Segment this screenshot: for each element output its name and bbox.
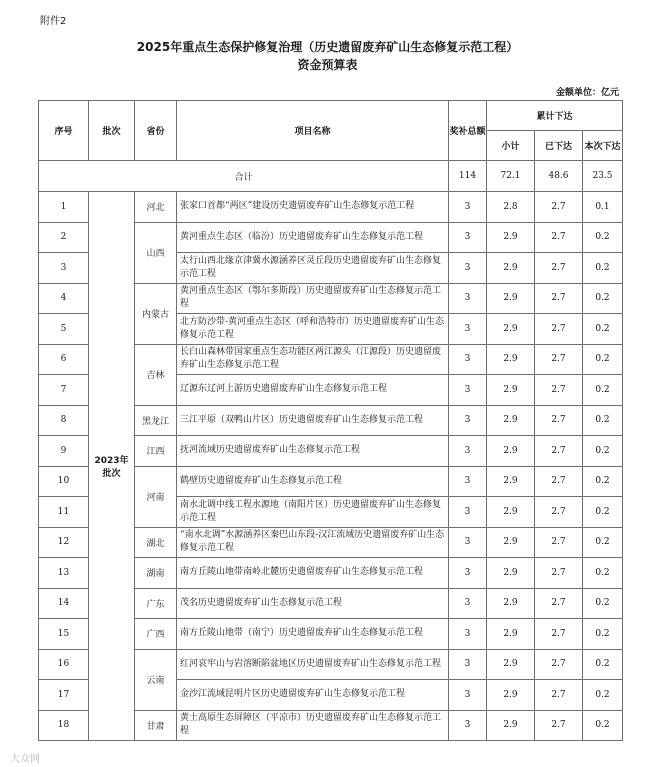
seq-cell: 1	[39, 192, 89, 223]
project-name-cell: 张家口首都“两区”建设历史遗留废弃矿山生态修复示范工程	[177, 192, 449, 223]
seq-cell: 3	[39, 253, 89, 284]
header-subtotal: 小计	[487, 131, 535, 161]
province-cell: 云南	[135, 649, 177, 710]
subtotal-cell: 2.9	[487, 436, 535, 467]
seq-cell: 8	[39, 405, 89, 436]
current-cell: 0.2	[583, 405, 623, 436]
project-name-cell: 红河哀牢山与岩溶断陷盆地区历史遗留废弃矿山生态修复示范工程	[177, 649, 449, 680]
header-seq: 序号	[39, 101, 89, 161]
project-name-cell: 南方丘陵山地带（南宁）历史遗留废弃矿山生态修复示范工程	[177, 619, 449, 650]
province-cell: 广西	[135, 619, 177, 650]
subtotal-cell: 2.9	[487, 222, 535, 253]
current-cell: 0.2	[583, 527, 623, 558]
seq-cell: 15	[39, 619, 89, 650]
seq-cell: 13	[39, 558, 89, 589]
issued-cell: 2.7	[535, 436, 583, 467]
total-subtotal: 72.1	[487, 161, 535, 192]
issued-cell: 2.7	[535, 222, 583, 253]
total-cell: 3	[449, 436, 487, 467]
subtotal-cell: 2.9	[487, 680, 535, 711]
subtotal-cell: 2.9	[487, 466, 535, 497]
subtotal-cell: 2.9	[487, 497, 535, 528]
page-subtitle: 资金预算表	[297, 58, 358, 72]
subtotal-cell: 2.9	[487, 344, 535, 375]
total-cell: 3	[449, 680, 487, 711]
current-cell: 0.2	[583, 222, 623, 253]
issued-cell: 2.7	[535, 314, 583, 345]
issued-cell: 2.7	[535, 710, 583, 741]
seq-cell: 16	[39, 649, 89, 680]
province-cell: 河南	[135, 466, 177, 527]
seq-cell: 5	[39, 314, 89, 345]
table-row	[39, 192, 623, 223]
seq-cell: 14	[39, 588, 89, 619]
total-cell: 3	[449, 375, 487, 406]
project-name-cell: 黄河重点生态区（临汾）历史遗留废弃矿山生态修复示范工程	[177, 222, 449, 253]
project-name-cell: 太行山西北缘京津冀水源涵养区灵丘段历史遗留废弃矿山生态修复示范工程	[177, 253, 449, 284]
subtotal-cell: 2.9	[487, 527, 535, 558]
issued-cell: 2.7	[535, 466, 583, 497]
project-name-cell: “南水北调”水源涵养区秦巴山东段-汉江流域历史遗留废弃矿山生态修复示范工程	[177, 527, 449, 558]
project-name-cell: 南方丘陵山地带南岭北麓历史遗留废弃矿山生态修复示范工程	[177, 558, 449, 589]
budget-table	[38, 100, 623, 741]
province-cell: 山西	[135, 222, 177, 283]
header-row-1	[39, 101, 623, 131]
issued-cell: 2.7	[535, 283, 583, 314]
issued-cell: 2.7	[535, 558, 583, 589]
province-cell: 吉林	[135, 344, 177, 405]
subtotal-cell: 2.9	[487, 375, 535, 406]
total-cell: 3	[449, 222, 487, 253]
total-cell: 3	[449, 619, 487, 650]
project-name-cell: 辽源东辽河上游历史遗留废弃矿山生态修复示范工程	[177, 375, 449, 406]
total-cell: 3	[449, 192, 487, 223]
seq-cell: 4	[39, 283, 89, 314]
issued-cell: 2.7	[535, 192, 583, 223]
seq-cell: 11	[39, 497, 89, 528]
current-cell: 0.2	[583, 649, 623, 680]
subtotal-cell: 2.9	[487, 619, 535, 650]
total-amount: 114	[449, 161, 487, 192]
subtotal-cell: 2.9	[487, 649, 535, 680]
header-cumulative: 累计下达	[487, 101, 623, 131]
seq-cell: 10	[39, 466, 89, 497]
project-name-cell: 黄土高原生态屏障区（平凉市）历史遗留废弃矿山生态修复示范工程	[177, 710, 449, 741]
amount-unit: 金额单位：亿元	[555, 88, 619, 98]
total-cell: 3	[449, 466, 487, 497]
batch-cell: 2023年批次	[89, 192, 135, 741]
project-name-cell: 抚河流域历史遗留废弃矿山生态修复示范工程	[177, 436, 449, 467]
issued-cell: 2.7	[535, 649, 583, 680]
project-name-cell: 黄河重点生态区（鄂尔多斯段）历史遗留废弃矿山生态修复示范工程	[177, 283, 449, 314]
current-cell: 0.2	[583, 436, 623, 467]
seq-cell: 6	[39, 344, 89, 375]
seq-cell: 9	[39, 436, 89, 467]
current-cell: 0.2	[583, 314, 623, 345]
total-cell: 3	[449, 344, 487, 375]
province-cell: 湖北	[135, 527, 177, 558]
seq-cell: 12	[39, 527, 89, 558]
total-cell: 3	[449, 283, 487, 314]
total-issued: 48.6	[535, 161, 583, 192]
current-cell: 0.2	[583, 710, 623, 741]
total-cell: 3	[449, 558, 487, 589]
issued-cell: 2.7	[535, 375, 583, 406]
issued-cell: 2.7	[535, 619, 583, 650]
subtotal-cell: 2.9	[487, 314, 535, 345]
current-cell: 0.2	[583, 497, 623, 528]
watermark: 大众网	[10, 754, 40, 765]
total-cell: 3	[449, 710, 487, 741]
seq-cell: 2	[39, 222, 89, 253]
subtotal-cell: 2.9	[487, 283, 535, 314]
header-total: 奖补总额	[449, 101, 487, 161]
current-cell: 0.2	[583, 558, 623, 589]
seq-cell: 18	[39, 710, 89, 741]
total-cell: 3	[449, 497, 487, 528]
project-name-cell: 北方防沙带-黄河重点生态区（呼和浩特市）历史遗留废弃矿山生态修复示范工程	[177, 314, 449, 345]
project-name-cell: 南水北调中线工程水源地（南阳片区）历史遗留废弃矿山生态修复示范工程	[177, 497, 449, 528]
header-province: 省份	[135, 101, 177, 161]
seq-cell: 7	[39, 375, 89, 406]
subtotal-cell: 2.9	[487, 710, 535, 741]
total-cell: 3	[449, 649, 487, 680]
project-name-cell: 金沙江流域昆明片区历史遗留废弃矿山生态修复示范工程	[177, 680, 449, 711]
province-cell: 内蒙古	[135, 283, 177, 344]
subtotal-cell: 2.9	[487, 405, 535, 436]
current-cell: 0.2	[583, 588, 623, 619]
province-cell: 湖南	[135, 558, 177, 589]
total-cell: 3	[449, 527, 487, 558]
total-row	[39, 161, 623, 192]
header-project: 项目名称	[177, 101, 449, 161]
current-cell: 0.2	[583, 375, 623, 406]
issued-cell: 2.7	[535, 253, 583, 284]
subtotal-cell: 2.8	[487, 192, 535, 223]
attachment-label: 附件2	[40, 16, 67, 27]
project-name-cell: 鹤壁历史遗留废弃矿山生态修复示范工程	[177, 466, 449, 497]
province-cell: 黑龙江	[135, 405, 177, 436]
current-cell: 0.2	[583, 253, 623, 284]
issued-cell: 2.7	[535, 497, 583, 528]
total-current: 23.5	[583, 161, 623, 192]
province-cell: 甘肃	[135, 710, 177, 741]
current-cell: 0.1	[583, 192, 623, 223]
issued-cell: 2.7	[535, 344, 583, 375]
subtotal-cell: 2.9	[487, 253, 535, 284]
province-cell: 河北	[135, 192, 177, 223]
total-cell: 3	[449, 588, 487, 619]
issued-cell: 2.7	[535, 527, 583, 558]
province-cell: 广东	[135, 588, 177, 619]
issued-cell: 2.7	[535, 588, 583, 619]
project-name-cell: 三江平原（双鸭山片区）历史遗留废弃矿山生态修复示范工程	[177, 405, 449, 436]
issued-cell: 2.7	[535, 680, 583, 711]
province-cell: 江西	[135, 436, 177, 467]
project-name-cell: 茂名历史遗留废弃矿山生态修复示范工程	[177, 588, 449, 619]
current-cell: 0.2	[583, 619, 623, 650]
seq-cell: 17	[39, 680, 89, 711]
header-batch: 批次	[89, 101, 135, 161]
total-cell: 3	[449, 253, 487, 284]
header-issued: 已下达	[535, 131, 583, 161]
issued-cell: 2.7	[535, 405, 583, 436]
current-cell: 0.2	[583, 344, 623, 375]
page-title: 2025年重点生态保护修复治理（历史遗留废弃矿山生态修复示范工程）	[136, 40, 519, 54]
total-label: 合计	[39, 161, 449, 192]
current-cell: 0.2	[583, 466, 623, 497]
total-cell: 3	[449, 405, 487, 436]
header-current: 本次下达	[583, 131, 623, 161]
subtotal-cell: 2.9	[487, 558, 535, 589]
project-name-cell: 长白山森林带国家重点生态功能区两江源头（江源段）历史遗留废弃矿山生态修复示范工程	[177, 344, 449, 375]
subtotal-cell: 2.9	[487, 588, 535, 619]
total-cell: 3	[449, 314, 487, 345]
current-cell: 0.2	[583, 283, 623, 314]
current-cell: 0.2	[583, 680, 623, 711]
